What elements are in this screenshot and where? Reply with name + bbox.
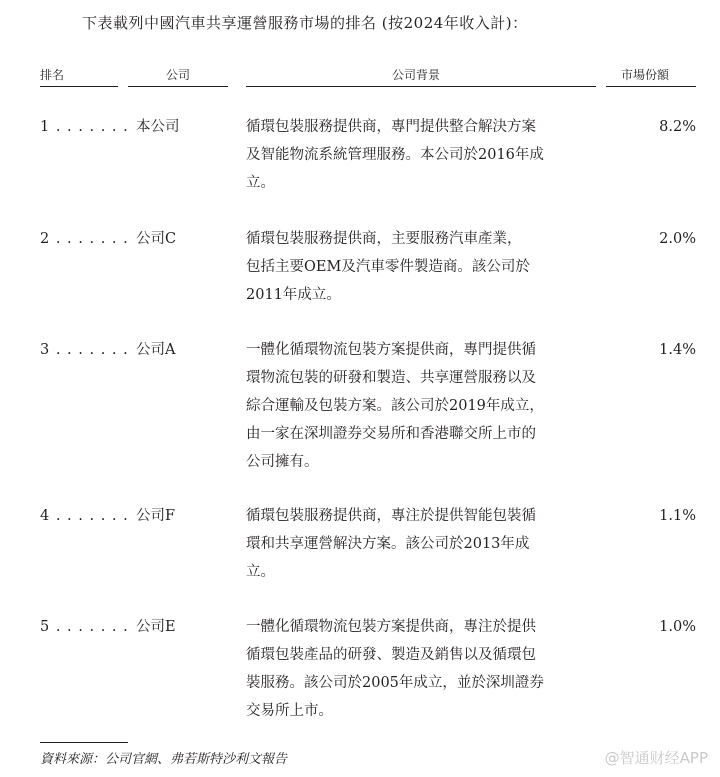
background-line: 及智能物流系統管理服務。本公司於2016年成 <box>246 147 544 163</box>
background-cell <box>246 336 601 476</box>
table-caption: 下表載列中國汽車共享運營服務市場的排名 (按2024年收入計)： <box>82 14 528 32</box>
background-cell <box>246 113 601 197</box>
rank-cell: 4 . . . . . . . <box>40 508 129 524</box>
market-share-cell: 1.1% <box>659 508 696 524</box>
company-cell: 公司A <box>136 342 176 358</box>
header-background: 公司背景 <box>392 68 441 82</box>
background-line: 裝服務。該公司於2005年成立，並於深圳證券 <box>246 675 544 691</box>
background-line: 環物流包裝的研發和製造、共享運營服務以及 <box>246 370 536 386</box>
background-line: 交易所上市。 <box>246 703 333 719</box>
watermark: @智通财经APP <box>604 749 708 767</box>
background-line: 一體化循環物流包裝方案提供商，專注於提供 <box>246 619 536 635</box>
header-rule-share <box>606 86 696 87</box>
source-note: 資料來源：公司官網、弗若斯特沙利文報告 <box>40 752 288 767</box>
rank-cell: 3 . . . . . . . <box>40 342 129 358</box>
background-line: 立。 <box>246 564 275 580</box>
header-rule-background <box>246 86 596 87</box>
background-cell <box>246 225 601 309</box>
background-line: 循環包裝產品的研發、製造及銷售以及循環包 <box>246 647 536 663</box>
market-share-cell: 2.0% <box>659 231 696 247</box>
background-line: 由一家在深圳證券交易所和香港聯交所上市的 <box>246 426 536 442</box>
header-market-share: 市場份額 <box>621 68 670 82</box>
market-share-cell: 1.0% <box>659 619 696 635</box>
background-line: 2011年成立。 <box>246 287 341 303</box>
footnote-rule <box>40 742 128 743</box>
rank-cell: 1 . . . . . . . <box>40 119 129 135</box>
background-line: 綜合運輸及包裝方案。該公司於2019年成立， <box>246 398 544 414</box>
background-line: 環和共享運營解決方案。該公司於2013年成 <box>246 536 530 552</box>
rank-cell: 5 . . . . . . . <box>40 619 129 635</box>
header-rule-company <box>128 86 228 87</box>
background-line: 立。 <box>246 175 275 191</box>
header-company: 公司 <box>166 68 191 82</box>
header-rule-rank <box>40 86 118 87</box>
background-line: 循環包裝服務提供商，專門提供整合解決方案 <box>246 119 536 135</box>
company-cell: 公司C <box>136 231 177 247</box>
market-share-cell: 8.2% <box>659 119 696 135</box>
company-cell: 公司E <box>136 619 176 635</box>
background-line: 公司擁有。 <box>246 454 319 470</box>
rank-cell: 2 . . . . . . . <box>40 231 129 247</box>
company-cell: 本公司 <box>136 119 180 135</box>
header-rank: 排名 <box>40 68 65 82</box>
background-line: 循環包裝服務提供商，專注於提供智能包裝循 <box>246 508 536 524</box>
background-line: 循環包裝服務提供商，主要服務汽車產業， <box>246 231 522 247</box>
background-cell <box>246 502 601 586</box>
background-line: 包括主要OEM及汽車零件製造商。該公司於 <box>246 259 530 275</box>
background-line: 一體化循環物流包裝方案提供商，專門提供循 <box>246 342 536 358</box>
company-cell: 公司F <box>136 508 176 524</box>
background-cell <box>246 613 601 725</box>
market-share-cell: 1.4% <box>659 342 696 358</box>
